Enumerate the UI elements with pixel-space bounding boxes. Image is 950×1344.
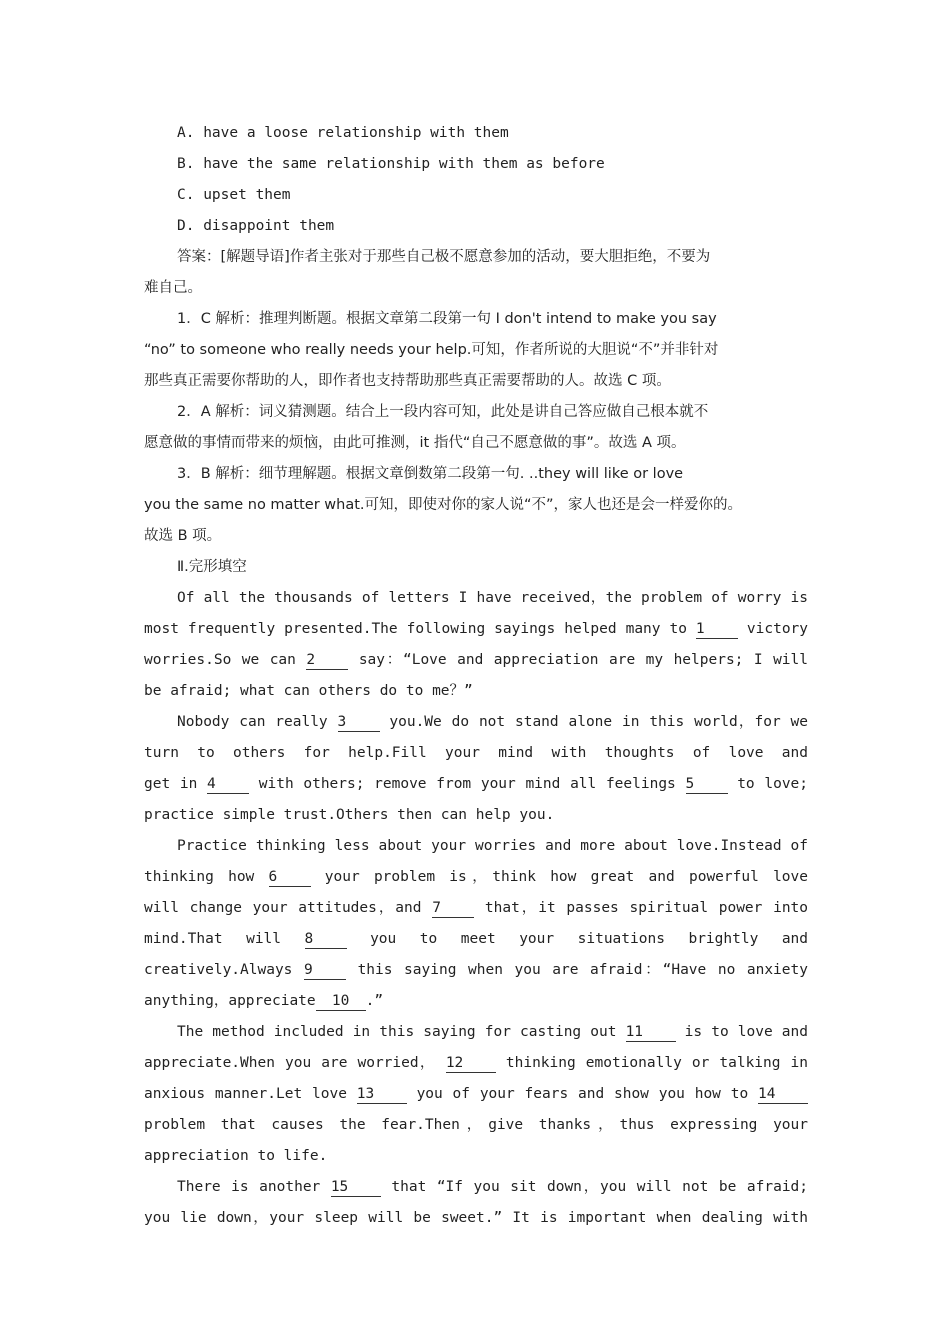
passage-text: worries.So we can <box>144 652 296 668</box>
option-c: C. upset them <box>177 187 291 203</box>
passage-text: Nobody can really <box>177 714 328 730</box>
passage-text: thinking how <box>144 869 255 885</box>
passage-text: anything，appreciate <box>144 993 316 1009</box>
passage-text: that “If you sit down，you will not be afraid; <box>391 1179 808 1195</box>
passage-text: is to love and <box>684 1024 808 1040</box>
passage-text: with others; remove from your mind all feelings <box>258 776 676 792</box>
passage-text: anxious manner.Let love <box>144 1086 347 1102</box>
blank-4[interactable]: 4 <box>207 776 249 794</box>
passage-text: most frequently presented.The following sayings helped many to <box>144 621 687 637</box>
passage-text: that，it passes spiritual power into <box>484 900 808 916</box>
option-a: A. have a loose relationship with them <box>177 125 509 141</box>
blank-7[interactable]: 7 <box>432 900 474 918</box>
blank-6[interactable]: 6 <box>269 869 311 887</box>
passage-text: victory <box>746 621 808 637</box>
blank-3[interactable]: 3 <box>338 714 380 732</box>
passage-p2-line2: turn to others for help.Fill your mind with thoughts of love and <box>144 745 808 761</box>
blank-11[interactable]: 11 <box>626 1024 676 1042</box>
passage-text: appreciate.When you are worried， <box>144 1055 436 1071</box>
passage-text: mind.That will <box>144 931 282 947</box>
passage-text: get in <box>144 776 198 792</box>
option-d: D. disappoint them <box>177 218 335 234</box>
passage-text: The method included in this saying for casting out <box>177 1024 617 1040</box>
blank-5[interactable]: 5 <box>686 776 728 794</box>
passage-p4-line3 <box>144 1079 808 1110</box>
passage-text: say：“Love and appreciation are my helpers; I will <box>358 652 808 668</box>
passage-text: this saying when you are afraid：“Have no anxiety <box>357 962 808 978</box>
blank-2[interactable]: 2 <box>306 652 348 670</box>
explanation-q1-line1: 1．C 解析：推理判断题。根据文章第二段第一句 I don't intend to make you say <box>177 311 717 327</box>
passage-p1-line1: Of all the thousands of letters I have received，the problem of worry is <box>177 590 808 606</box>
option-b: B. have the same relationship with them as before <box>177 156 605 172</box>
blank-10[interactable]: 10 <box>316 993 366 1011</box>
passage-text: will change your attitudes，and <box>144 900 422 916</box>
passage-p4-line5: appreciation to life. <box>144 1148 328 1164</box>
passage-text: thinking emotionally or talking in <box>505 1055 808 1071</box>
passage-p5-line1 <box>144 1172 808 1203</box>
passage-p3-line1: Practice thinking less about your worries and more about love.Instead of <box>177 838 808 854</box>
explanation-q1-line2: “no” to someone who really needs your help.可知，作者所说的大胆说“不”并非针对 <box>144 342 719 358</box>
passage-p2-line1 <box>144 707 808 738</box>
passage-p2-line3 <box>144 769 808 800</box>
passage-text: .” <box>365 993 384 1009</box>
blank-15[interactable]: 15 <box>331 1179 381 1197</box>
explanation-q3-line3: 故选 B 项。 <box>144 528 222 544</box>
blank-8[interactable]: 8 <box>305 931 347 949</box>
blank-14[interactable]: 14 <box>758 1086 808 1104</box>
passage-p3-line6 <box>144 986 808 1017</box>
passage-p3-line5 <box>144 955 808 986</box>
explanation-q3-line2: you the same no matter what.可知，即使对你的家人说“不”，家人也还是会一样爱你的。 <box>144 497 743 513</box>
passage-text: creatively.Always <box>144 962 293 978</box>
passage-text: There is another <box>177 1179 321 1195</box>
blank-13[interactable]: 13 <box>357 1086 407 1104</box>
passage-p1-line4: be afraid; what can others do to me？” <box>144 683 473 699</box>
passage-p2-line4: practice simple trust.Others then can help you. <box>144 807 555 823</box>
passage-text: to love; <box>737 776 808 792</box>
blank-12[interactable]: 12 <box>446 1055 496 1073</box>
passage-p3-line3 <box>144 893 808 924</box>
passage-p3-line2 <box>144 862 808 893</box>
passage-p4-line2 <box>144 1048 808 1079</box>
explanation-q3-line1: 3．B 解析：细节理解题。根据文章倒数第二段第一句. ..they will like or love <box>177 466 684 482</box>
passage-p3-line4 <box>144 924 808 955</box>
answer-intro-line2: 难自己。 <box>144 280 202 296</box>
passage-p4-line4: problem that causes the fear.Then，give thanks，thus expressing your <box>144 1117 808 1133</box>
blank-9[interactable]: 9 <box>304 962 346 980</box>
document-page <box>144 118 808 1234</box>
passage-text: you.We do not stand alone in this world，for we <box>389 714 808 730</box>
passage-p4-line1 <box>144 1017 808 1048</box>
passage-text: you of your fears and show you how to <box>416 1086 749 1102</box>
answer-intro-line1: 答案：[解题导语]作者主张对于那些自己极不愿意参加的活动，要大胆拒绝，不要为 <box>177 249 711 265</box>
explanation-q1-line3: 那些真正需要你帮助的人，即作者也支持帮助那些真正需要帮助的人。故选 C 项。 <box>144 373 671 389</box>
passage-text: you to meet your situations brightly and <box>370 931 808 947</box>
passage-p1-line3 <box>144 645 808 676</box>
passage-p1-line2 <box>144 614 808 645</box>
explanation-q2-line2: 愿意做的事情而带来的烦恼，由此可推测，it 指代“自己不愿意做的事”。故选 A 项。 <box>144 435 686 451</box>
passage-text: your problem is，think how great and powerful love <box>324 869 808 885</box>
explanation-q2-line1: 2．A 解析：词义猜测题。结合上一段内容可知，此处是讲自己答应做自己根本就不 <box>177 404 709 420</box>
passage-p5-line2: you lie down，your sleep will be sweet.” It is important when dealing with <box>144 1210 808 1226</box>
section-title: Ⅱ.完形填空 <box>177 559 247 575</box>
blank-1[interactable]: 1 <box>696 621 738 639</box>
